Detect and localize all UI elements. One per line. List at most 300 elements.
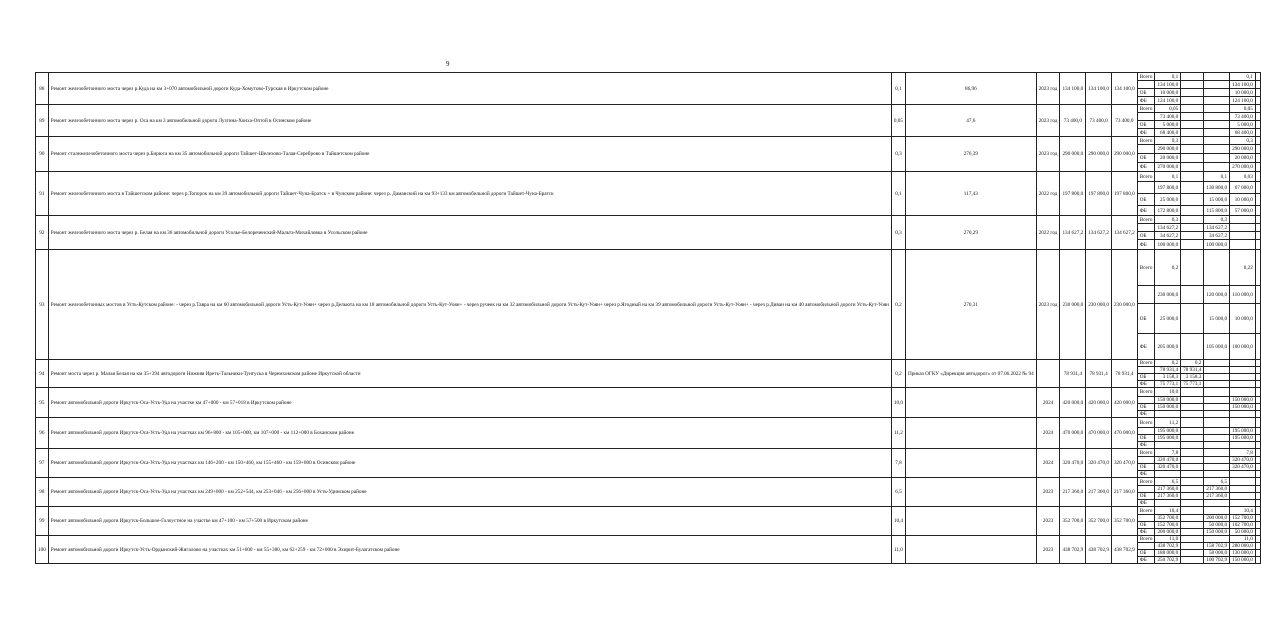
year-2024-value: 150 000,0 — [1230, 397, 1256, 404]
year-2024-value — [1230, 224, 1256, 232]
funding-source-label — [1137, 397, 1155, 404]
year-2024-value: 102 700,0 — [1230, 522, 1256, 529]
empty-cell — [1255, 464, 1260, 471]
funding-source-label: Всего — [1137, 360, 1155, 367]
empty-cell — [1255, 286, 1260, 304]
funding-total: 195 000,0 — [1155, 428, 1181, 435]
year-2024-value: 150 000,0 — [1230, 557, 1256, 564]
funding-source-label: ФБ — [1137, 163, 1155, 172]
empty-cell — [1255, 334, 1260, 360]
funding-source-label: ФБ — [1137, 529, 1155, 536]
funding-source-label: ФБ — [1137, 381, 1155, 388]
year-2022-value — [1181, 194, 1204, 206]
year-2022-value — [1181, 550, 1204, 557]
funding-total: 152 700,0 — [1155, 522, 1181, 529]
empty-cell — [1255, 182, 1260, 194]
row-number: 89 — [36, 105, 49, 137]
table-row — [36, 105, 1261, 113]
cost-cell: 117,43 — [905, 172, 1036, 216]
year-2023-value — [1204, 536, 1230, 543]
funding-source-label: ОБ — [1137, 493, 1155, 500]
empty-cell — [1255, 81, 1260, 89]
length-cell: 0,2 — [891, 250, 905, 360]
length-cell: 7,8 — [891, 449, 905, 478]
funding-total: 10,0 — [1155, 388, 1181, 397]
year-cell: 2022 год — [1036, 172, 1060, 216]
year-2022-value — [1181, 224, 1204, 232]
empty-cell — [1255, 121, 1260, 129]
funding-source-label: ОБ — [1137, 550, 1155, 557]
row-number: 100 — [36, 536, 49, 564]
length-cell: 0,05 — [891, 105, 905, 137]
object-name: Ремонт железобетонного моста через р. Оса на км 3 автомобильной дороги Лузгина-Хонха-Оптой в Осинском районе — [48, 105, 891, 137]
year-2024-value — [1230, 478, 1256, 486]
program-table — [35, 72, 1261, 564]
year-2022-value — [1181, 411, 1204, 418]
year-cell: 2023 — [1036, 507, 1060, 536]
table-row — [36, 216, 1261, 224]
table-row — [36, 73, 1261, 81]
funding-source-label — [1137, 515, 1155, 522]
funding-total: 0,05 — [1155, 105, 1181, 113]
empty-cell — [1255, 529, 1260, 536]
year-2022-value — [1181, 404, 1204, 411]
year-2022-value — [1181, 286, 1204, 304]
year-2024-value: 57 000,0 — [1230, 206, 1256, 216]
funding-source-label: Всего — [1137, 388, 1155, 397]
estimate-cell: 230 000,0 — [1060, 250, 1086, 360]
year-2022-value — [1181, 388, 1204, 397]
row-number: 93 — [36, 250, 49, 360]
year-2024-value: 0,22 — [1230, 250, 1256, 286]
year-cell: 2023 — [1036, 478, 1060, 507]
object-name: Ремонт автомобильной дороги Иркутск-Большое-Голоустное на участке км 47+100 - км 57+500 в Иркутском районе — [48, 507, 891, 536]
funding-total: 10 000,0 — [1155, 89, 1181, 97]
funding-total: 200 000,0 — [1155, 529, 1181, 536]
length-cell: 11,0 — [891, 536, 905, 564]
empty-cell — [1255, 360, 1260, 367]
year-2022-value — [1181, 163, 1204, 172]
year-2023-value — [1204, 73, 1230, 81]
year-2022-value — [1181, 73, 1204, 81]
table-row — [36, 388, 1261, 397]
year-2022-value — [1181, 435, 1204, 442]
empty-cell — [1255, 154, 1260, 163]
length-cell: 11,2 — [891, 418, 905, 449]
funding-source-label — [1137, 113, 1155, 121]
empty-cell — [1255, 172, 1260, 182]
year-2022-value — [1181, 304, 1204, 334]
estimate-cell: 420 000,0 — [1060, 388, 1086, 418]
funding-source-label: ФБ — [1137, 129, 1155, 137]
year-2022-value — [1181, 250, 1204, 286]
row-number: 90 — [36, 137, 49, 172]
total-cost-cell: 290 000,0 — [1111, 137, 1137, 172]
funding-source-label: ФБ — [1137, 97, 1155, 105]
funding-source-label — [1137, 367, 1155, 374]
year-2022-value — [1181, 216, 1204, 224]
year-2023-value — [1204, 418, 1230, 428]
funding-source-label: ОБ — [1137, 522, 1155, 529]
funding-source-label: ОБ — [1137, 232, 1155, 240]
table-row — [36, 449, 1261, 457]
total-cost-cell: 134 627,2 — [1111, 216, 1137, 250]
row-number: 98 — [36, 478, 49, 507]
estimate-cell: 134 100,0 — [1060, 73, 1086, 105]
limit-cell: 217 360,0 — [1086, 478, 1112, 507]
funding-total: 75 773,1 — [1155, 381, 1181, 388]
limit-cell: 134 627,2 — [1086, 216, 1112, 250]
funding-source-label: ФБ — [1137, 334, 1155, 360]
empty-cell — [1255, 374, 1260, 381]
year-2024-value — [1230, 240, 1256, 250]
empty-cell — [1255, 105, 1260, 113]
year-2023-value — [1204, 411, 1230, 418]
year-2024-value: 0,03 — [1230, 172, 1256, 182]
limit-cell: 320 470,0 — [1086, 449, 1112, 478]
year-2023-value — [1204, 464, 1230, 471]
estimate-cell: 352 700,0 — [1060, 507, 1086, 536]
empty-cell — [1255, 478, 1260, 486]
year-2023-value — [1204, 154, 1230, 163]
year-2024-value: 320 470,0 — [1230, 457, 1256, 464]
empty-cell — [1255, 442, 1260, 449]
year-2023-value — [1204, 145, 1230, 154]
year-2023-value — [1204, 137, 1230, 145]
cost-cell: 270,29 — [905, 216, 1036, 250]
funding-source-label — [1137, 286, 1155, 304]
estimate-cell: 73 400,0 — [1060, 105, 1086, 137]
funding-total: 0,2 — [1155, 250, 1181, 286]
year-cell: 2024 — [1036, 449, 1060, 478]
funding-source-label — [1137, 182, 1155, 194]
total-cost-cell: 78 931,4 — [1111, 360, 1137, 388]
funding-total: 11,2 — [1155, 418, 1181, 428]
funding-source-label: Всего — [1137, 507, 1155, 515]
year-2023-value — [1204, 360, 1230, 367]
limit-cell: 197 800,0 — [1086, 172, 1112, 216]
funding-source-label: Всего — [1137, 536, 1155, 543]
table-row — [36, 418, 1261, 428]
empty-cell — [1255, 73, 1260, 81]
limit-cell: 290 000,0 — [1086, 137, 1112, 172]
empty-cell — [1255, 397, 1260, 404]
funding-source-label: Всего — [1137, 172, 1155, 182]
empty-cell — [1255, 206, 1260, 216]
funding-source-label: ФБ — [1137, 471, 1155, 478]
year-2023-value: 130 800,0 — [1204, 182, 1230, 194]
object-name: Ремонт железобетонного моста через р. Белая на км 36 автомобильной дороги Усолье-Белореченский-Мальта-Михайловка в Усольском районе — [48, 216, 891, 250]
year-2023-value — [1204, 105, 1230, 113]
funding-total: 10,4 — [1155, 507, 1181, 515]
limit-cell: 73 400,0 — [1086, 105, 1112, 137]
funding-total: 438 702,9 — [1155, 543, 1181, 550]
year-2022-value: 0,2 — [1181, 360, 1204, 367]
year-2024-value: 134 100,0 — [1230, 81, 1256, 89]
year-cell: 2023 — [1036, 536, 1060, 564]
cost-cell — [905, 478, 1036, 507]
year-2023-value — [1204, 163, 1230, 172]
year-2024-value: 7,8 — [1230, 449, 1256, 457]
funding-total: 124 100,0 — [1155, 97, 1181, 105]
year-2024-value — [1230, 232, 1256, 240]
year-2022-value — [1181, 515, 1204, 522]
year-2024-value: 195 000,0 — [1230, 428, 1256, 435]
length-cell: 10,4 — [891, 507, 905, 536]
funding-source-label: Всего — [1137, 418, 1155, 428]
cost-cell — [905, 449, 1036, 478]
year-2023-value — [1204, 471, 1230, 478]
year-2022-value — [1181, 81, 1204, 89]
empty-cell — [1255, 232, 1260, 240]
object-name: Ремонт автомобильной дороги Иркутск-Усть-Ордынский-Жигалово на участках км 51+600 - км 55+300, км 62+259 - км 72+000 в Эхирит-Булагатском районе — [48, 536, 891, 564]
year-2022-value — [1181, 397, 1204, 404]
empty-cell — [1255, 137, 1260, 145]
year-2024-value — [1230, 381, 1256, 388]
funding-total: 172 800,0 — [1155, 206, 1181, 216]
year-2023-value — [1204, 404, 1230, 411]
estimate-cell: 197 800,0 — [1060, 172, 1086, 216]
cost-cell — [905, 388, 1036, 418]
year-2022-value — [1181, 529, 1204, 536]
year-2023-value — [1204, 442, 1230, 449]
year-2023-value: 50 000,0 — [1204, 522, 1230, 529]
row-number: 94 — [36, 360, 49, 388]
page-number: 9 — [446, 60, 450, 68]
year-2022-value — [1181, 449, 1204, 457]
funding-total: 217 360,0 — [1155, 486, 1181, 493]
year-2023-value — [1204, 435, 1230, 442]
limit-cell: 134 100,0 — [1086, 73, 1112, 105]
funding-total: 205 000,0 — [1155, 334, 1181, 360]
funding-total: 73 400,0 — [1155, 113, 1181, 121]
year-2023-value — [1204, 388, 1230, 397]
empty-cell — [1255, 428, 1260, 435]
funding-source-label: ОБ — [1137, 89, 1155, 97]
year-2024-value — [1230, 442, 1256, 449]
estimate-cell: 320 470,0 — [1060, 449, 1086, 478]
length-cell: 0,2 — [891, 360, 905, 388]
funding-source-label: ОБ — [1137, 154, 1155, 163]
year-2022-value — [1181, 428, 1204, 435]
year-2024-value — [1230, 471, 1256, 478]
table-row — [36, 360, 1261, 367]
funding-total: 6,5 — [1155, 478, 1181, 486]
empty-cell — [1255, 113, 1260, 121]
funding-source-label: Всего — [1137, 137, 1155, 145]
empty-cell — [1255, 500, 1260, 507]
total-cost-cell: 197 800,0 — [1111, 172, 1137, 216]
funding-source-label: ФБ — [1137, 240, 1155, 250]
funding-total: 320 470,0 — [1155, 457, 1181, 464]
empty-cell — [1255, 543, 1260, 550]
year-2024-value: 67 000,0 — [1230, 182, 1256, 194]
year-2024-value: 320 470,0 — [1230, 464, 1256, 471]
empty-cell — [1255, 418, 1260, 428]
year-2024-value — [1230, 374, 1256, 381]
funding-total: 134 627,2 — [1155, 224, 1181, 232]
year-2023-value: 150 000,0 — [1204, 529, 1230, 536]
year-2023-value — [1204, 374, 1230, 381]
total-cost-cell: 352 700,0 — [1111, 507, 1137, 536]
row-number: 95 — [36, 388, 49, 418]
funding-total: 250 702,9 — [1155, 557, 1181, 564]
year-2023-value — [1204, 428, 1230, 435]
row-number: 88 — [36, 73, 49, 105]
year-2022-value: 78 931,4 — [1181, 367, 1204, 374]
funding-total: 11,0 — [1155, 536, 1181, 543]
empty-cell — [1255, 240, 1260, 250]
year-2024-value — [1230, 486, 1256, 493]
year-2022-value — [1181, 97, 1204, 105]
funding-total: 20 000,0 — [1155, 154, 1181, 163]
funding-total: 0,1 — [1155, 172, 1181, 182]
year-2022-value — [1181, 113, 1204, 121]
year-2023-value — [1204, 113, 1230, 121]
empty-cell — [1255, 457, 1260, 464]
year-2022-value — [1181, 154, 1204, 163]
table-row — [36, 478, 1261, 486]
year-2024-value: 5 000,0 — [1230, 121, 1256, 129]
year-2022-value — [1181, 493, 1204, 500]
year-2023-value — [1204, 129, 1230, 137]
row-number: 92 — [36, 216, 49, 250]
total-cost-cell: 320 470,0 — [1111, 449, 1137, 478]
year-cell — [1036, 360, 1060, 388]
length-cell: 10,0 — [891, 388, 905, 418]
length-cell: 0,3 — [891, 216, 905, 250]
year-2023-value: 120 000,0 — [1204, 286, 1230, 304]
total-cost-cell: 420 000,0 — [1111, 388, 1137, 418]
year-2023-value — [1204, 81, 1230, 89]
funding-total: 217 360,0 — [1155, 493, 1181, 500]
limit-cell: 230 000,0 — [1086, 250, 1112, 360]
funding-total: 188 000,0 — [1155, 550, 1181, 557]
year-2022-value — [1181, 89, 1204, 97]
funding-total: 25 000,0 — [1155, 194, 1181, 206]
year-2024-value: 50 000,0 — [1230, 529, 1256, 536]
empty-cell — [1255, 381, 1260, 388]
year-2023-value: 100 702,9 — [1204, 557, 1230, 564]
estimate-cell: 217 360,0 — [1060, 478, 1086, 507]
row-number: 91 — [36, 172, 49, 216]
year-2022-value — [1181, 145, 1204, 154]
year-2023-value: 134 627,2 — [1204, 224, 1230, 232]
total-cost-cell: 230 000,0 — [1111, 250, 1137, 360]
year-2023-value: 0,3 — [1204, 216, 1230, 224]
empty-cell — [1255, 163, 1260, 172]
funding-source-label: ФБ — [1137, 500, 1155, 507]
year-2022-value — [1181, 105, 1204, 113]
funding-total: 0,2 — [1155, 360, 1181, 367]
year-2022-value — [1181, 543, 1204, 550]
year-2024-value — [1230, 367, 1256, 374]
length-cell: 0,1 — [891, 73, 905, 105]
year-2022-value — [1181, 334, 1204, 360]
year-2024-value: 195 000,0 — [1230, 435, 1256, 442]
year-2023-value: 158 702,9 — [1204, 543, 1230, 550]
funding-total: 78 931,4 — [1155, 367, 1181, 374]
year-2023-value — [1204, 121, 1230, 129]
funding-total: 68 400,0 — [1155, 129, 1181, 137]
empty-cell — [1255, 449, 1260, 457]
funding-total — [1155, 411, 1181, 418]
funding-source-label: ФБ — [1137, 557, 1155, 564]
year-2023-value: 15 000,0 — [1204, 194, 1230, 206]
funding-source-label: ОБ — [1137, 435, 1155, 442]
year-2024-value: 110 000,0 — [1230, 286, 1256, 304]
year-2023-value — [1204, 457, 1230, 464]
empty-cell — [1255, 216, 1260, 224]
funding-total: 34 627,2 — [1155, 232, 1181, 240]
year-2022-value — [1181, 206, 1204, 216]
total-cost-cell: 134 100,0 — [1111, 73, 1137, 105]
funding-total: 0,1 — [1155, 73, 1181, 81]
year-2024-value — [1230, 360, 1256, 367]
estimate-cell: 78 931,4 — [1060, 360, 1086, 388]
funding-total: 25 000,0 — [1155, 304, 1181, 334]
funding-source-label — [1137, 457, 1155, 464]
total-cost-cell: 438 702,9 — [1111, 536, 1137, 564]
empty-cell — [1255, 224, 1260, 232]
year-2024-value: 100 000,0 — [1230, 334, 1256, 360]
year-cell: 2024 — [1036, 418, 1060, 449]
funding-source-label: ОБ — [1137, 404, 1155, 411]
year-2023-value — [1204, 449, 1230, 457]
year-2024-value: 10 000,0 — [1230, 304, 1256, 334]
estimate-cell: 438 702,9 — [1060, 536, 1086, 564]
cost-cell — [905, 507, 1036, 536]
year-2022-value — [1181, 182, 1204, 194]
empty-cell — [1255, 493, 1260, 500]
year-2023-value: 15 000,0 — [1204, 304, 1230, 334]
empty-cell — [1255, 304, 1260, 334]
funding-total: 3 158,3 — [1155, 374, 1181, 381]
total-cost-cell: 470 000,0 — [1111, 418, 1137, 449]
year-2022-value — [1181, 464, 1204, 471]
funding-source-label: Всего — [1137, 216, 1155, 224]
funding-total: 230 000,0 — [1155, 286, 1181, 304]
cost-cell: Приказ ОГКУ «Дирекция автодорог» от 07.06.2022 № 94 — [905, 360, 1036, 388]
year-2023-value — [1204, 397, 1230, 404]
cost-cell — [905, 418, 1036, 449]
funding-source-label: ФБ — [1137, 442, 1155, 449]
year-2024-value: 124 100,0 — [1230, 97, 1256, 105]
funding-total — [1155, 500, 1181, 507]
year-2022-value — [1181, 478, 1204, 486]
funding-source-label: ОБ — [1137, 464, 1155, 471]
year-2024-value: 270 000,0 — [1230, 163, 1256, 172]
empty-cell — [1255, 471, 1260, 478]
funding-total: 5 000,0 — [1155, 121, 1181, 129]
funding-source-label: ФБ — [1137, 206, 1155, 216]
funding-total — [1155, 471, 1181, 478]
estimate-cell: 134 627,2 — [1060, 216, 1086, 250]
year-2023-value: 0,1 — [1204, 172, 1230, 182]
funding-source-label: ОБ — [1137, 194, 1155, 206]
year-2024-value — [1230, 500, 1256, 507]
year-2023-value: 58 000,0 — [1204, 550, 1230, 557]
year-2022-value — [1181, 172, 1204, 182]
funding-source-label: ФБ — [1137, 411, 1155, 418]
year-2023-value — [1204, 250, 1230, 286]
empty-cell — [1255, 557, 1260, 564]
year-2022-value: 75 773,1 — [1181, 381, 1204, 388]
funding-total: 100 000,0 — [1155, 240, 1181, 250]
year-2023-value — [1204, 500, 1230, 507]
year-2022-value — [1181, 500, 1204, 507]
year-2024-value: 0,1 — [1230, 73, 1256, 81]
